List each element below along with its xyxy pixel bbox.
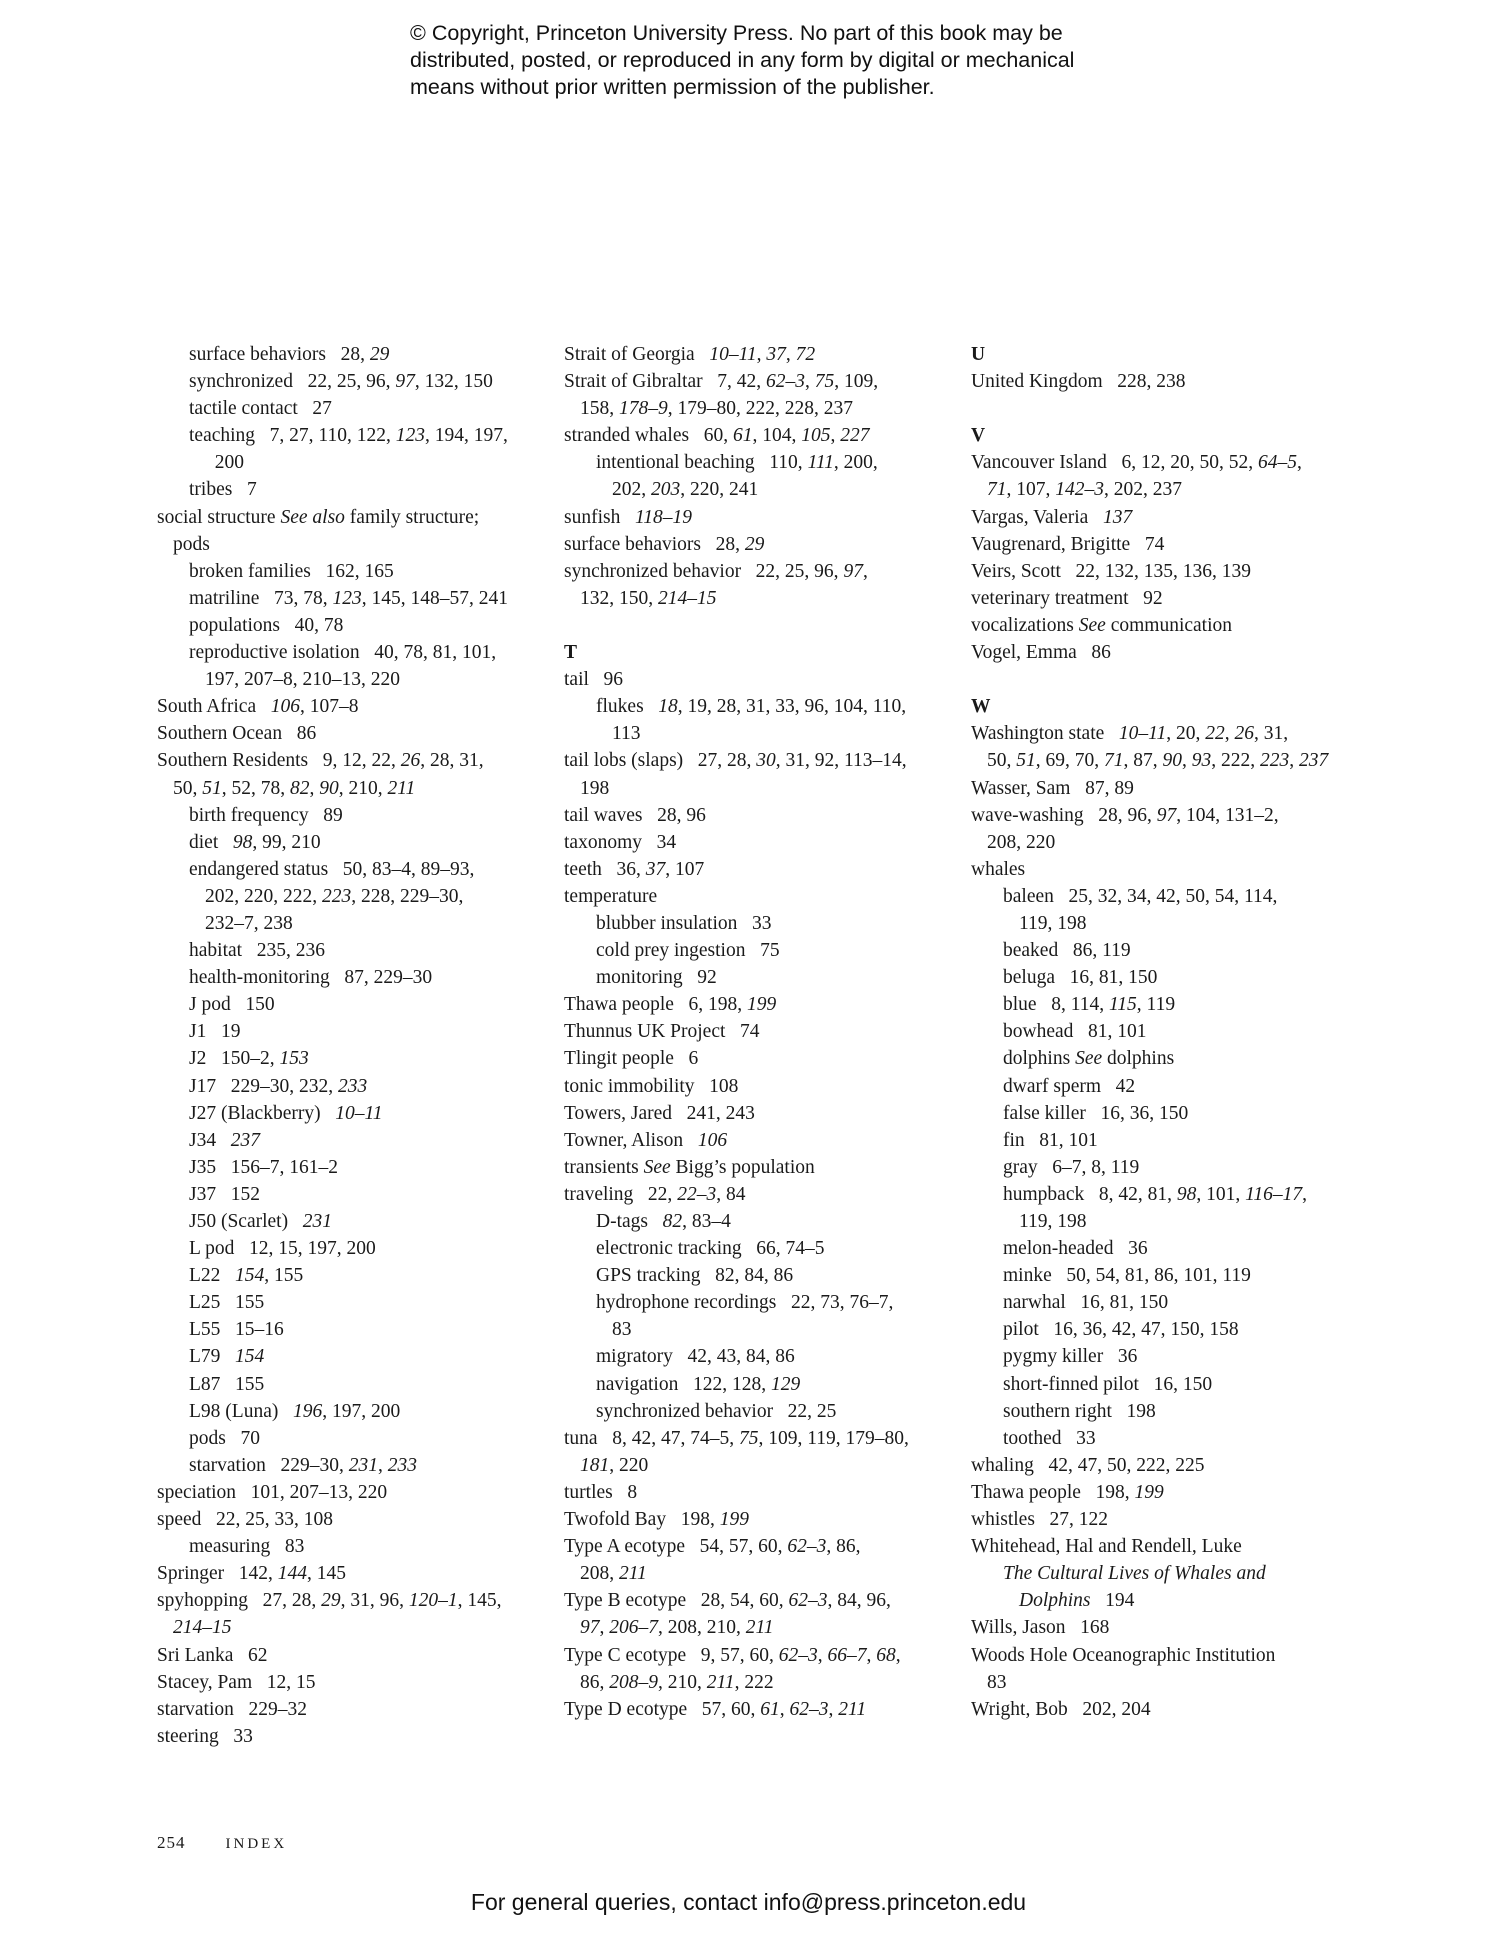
index-entry: tuna 8, 42, 47, 74–5, 75, 109, 119, 179–80, 181, 220 [564,1427,909,1476]
index-entry: Type A ecotype 54, 57, 60, 62–3, 86, 208, 211 [564,1536,861,1585]
index-subentry: hydrophone recordings 22, 73, 76–7, 83 [596,1292,894,1341]
index-entry: tail waves 28, 96 [564,804,706,826]
letter-gap [564,612,964,639]
index-subentry: navigation 122, 128, 129 [596,1373,801,1395]
index-subentry: blue 8, 114, 115, 119 [1003,994,1176,1016]
index-subentry: GPS tracking 82, 84, 86 [596,1265,794,1287]
index-subentry: false killer 16, 36, 150 [1003,1102,1189,1124]
copyright-line: distributed, posted, or reproduced in any form by digital or mechanical [410,48,1075,72]
index-subentry: D-tags 82, 83–4 [596,1211,731,1232]
index-subentry: blubber insulation 33 [596,912,772,934]
index-entry: wave-washing 28, 96, 97, 104, 131–2, 208, 220 [971,804,1279,853]
index-subentry: toothed 33 [1003,1427,1096,1449]
index-entry: United Kingdom 228, 238 [971,371,1186,393]
index-entry: traveling 22, 22–3, 84 [564,1183,746,1205]
index-subentry: habitat 235, 236 [189,940,325,962]
index-subentry: pygmy killer 36 [1003,1346,1138,1368]
index-subentry: cold prey ingestion 75 [596,940,780,962]
index-subentry: beluga 16, 81, 150 [1003,967,1158,989]
index-subentry: monitoring 92 [596,967,717,989]
index-entry: Towner, Alison 106 [564,1129,728,1151]
index-entry: Whitehead, Hal and Rendell, Luke [971,1536,1242,1558]
index-entry: whaling 42, 47, 50, 222, 225 [971,1454,1205,1476]
index-subentry: J50 (Scarlet) 231 [189,1211,332,1232]
index-entry: transients See Bigg’s population [564,1156,815,1178]
index-entry: Vargas, Valeria 137 [971,506,1133,528]
index-entry: speciation 101, 207–13, 220 [157,1481,388,1503]
copyright-notice [410,20,1170,101]
index-subentry: flukes 18, 19, 28, 31, 33, 96, 104, 110, 113 [596,696,907,745]
index-entry: Type C ecotype 9, 57, 60, 62–3, 66–7, 68, 86, 208–9, 210, 211, 222 [564,1644,901,1693]
index-subentry: L pod 12, 15, 197, 200 [189,1238,376,1260]
index-subentry: melon-headed 36 [1003,1238,1148,1260]
index-subentry: populations 40, 78 [189,614,344,636]
index-subentry: surface behaviors 28, 29 [189,344,390,365]
index-entry: synchronized behavior 22, 25, 96, 97, 132, 150, 214–15 [564,560,868,609]
index-entry: Woods Hole Oceanographic Institution 83 [971,1644,1276,1693]
index-subentry: measuring 83 [189,1536,305,1558]
index-entry: veterinary treatment 92 [971,587,1163,609]
index-entry: sunfish 118–19 [564,506,693,528]
section-letter: V [971,425,986,447]
index-entry: spyhopping 27, 28, 29, 31, 96, 120–1, 145, 214–15 [157,1590,502,1639]
index-subentry: gray 6–7, 8, 119 [1003,1156,1140,1178]
copyright-line: © Copyright, Princeton University Press. No part of this book may be [410,21,1063,45]
index-subentry: diet 98, 99, 210 [189,831,321,853]
index-entry: Springer 142, 144, 145 [157,1563,347,1585]
index-subentry: birth frequency 89 [189,804,343,826]
index-subentry: The Cultural Lives of Whales and Dolphins 194 [1003,1563,1266,1612]
section-letter: W [971,696,991,718]
letter-gap [971,666,1371,693]
index-entry: stranded whales 60, 61, 104, 105, 227 [564,425,870,447]
index-subentry: J17 229–30, 232, 233 [189,1075,368,1097]
contact-footer: For general queries, contact info@press.princeton.edu [470,1889,1027,1915]
index-entry: teeth 36, 37, 107 [564,858,705,880]
index-entry: Wills, Jason 168 [971,1617,1110,1639]
index-subentry: J37 152 [189,1183,260,1205]
copyright-line: means without prior written permission of the publisher. [410,75,935,99]
index-entry: Type D ecotype 57, 60, 61, 62–3, 211 [564,1698,867,1720]
index-subentry: J34 237 [189,1129,260,1151]
section-letter: T [564,642,578,664]
index-entry: taxonomy 34 [564,831,677,853]
index-subentry: J pod 150 [189,994,275,1016]
index-subentry: J35 156–7, 161–2 [189,1156,338,1178]
index-subentry: L98 (Luna) 196, 197, 200 [189,1400,401,1422]
index-subentry: L55 15–16 [189,1319,284,1341]
index-subentry: health-monitoring 87, 229–30 [189,967,433,989]
index-entry: Vaugrenard, Brigitte 74 [971,533,1165,555]
index-entry: tail lobs (slaps) 27, 28, 30, 31, 92, 113–14, 198 [564,750,907,799]
index-entry: Southern Ocean 86 [157,723,317,745]
section-letter: U [971,344,986,365]
index-subentry: synchronized behavior 22, 25 [596,1400,837,1422]
index-subentry: southern right 198 [1003,1400,1156,1422]
section-name: INDEX [225,1836,288,1852]
index-subentry: baleen 25, 32, 34, 42, 50, 54, 114, 119, 198 [1003,885,1278,934]
index-subentry: electronic tracking 66, 74–5 [596,1238,825,1260]
index-entry: Type B ecotype 28, 54, 60, 62–3, 84, 96, 97, 206–7, 208, 210, 211 [564,1590,891,1639]
index-subentry: J27 (Blackberry) 10–11 [189,1102,383,1124]
index-entry: vocalizations See communication [971,614,1233,636]
index-entry: Vancouver Island 6, 12, 20, 50, 52, 64–5, 71, 107, 142–3, 202, 237 [971,452,1302,501]
index-subentry: L25 155 [189,1292,265,1314]
index-entry: South Africa 106, 107–8 [157,696,359,718]
page-folio [157,1833,287,1853]
index-entry: speed 22, 25, 33, 108 [157,1509,334,1531]
index-entry: Sri Lanka 62 [157,1644,268,1666]
index-subentry: pilot 16, 36, 42, 47, 150, 158 [1003,1319,1239,1341]
index-entry: starvation 229–32 [157,1698,308,1720]
index-subentry: humpback 8, 42, 81, 98, 101, 116–17, 119, 198 [1003,1183,1308,1232]
page-number: 254 [157,1833,186,1852]
index-entry: Tlingit people 6 [564,1048,699,1070]
index-entry: Stacey, Pam 12, 15 [157,1671,316,1693]
index-entry: Washington state 10–11, 20, 22, 26, 31, 50, 51, 69, 70, 71, 87, 90, 93, 222, 223, 237 [971,723,1329,772]
index-subentry: dwarf sperm 42 [1003,1075,1136,1097]
index-column-2 [564,341,964,1723]
index-subentry: broken families 162, 165 [189,560,394,582]
index-entry: Southern Residents 9, 12, 22, 26, 28, 31, 50, 51, 52, 78, 82, 90, 210, 211 [157,750,484,799]
index-entry: surface behaviors 28, 29 [564,533,765,555]
index-subentry: L79 154 [189,1346,265,1368]
index-column-1 [157,341,557,1750]
index-subentry: teaching 7, 27, 110, 122, 123, 194, 197, 200 [189,425,508,474]
index-subentry: matriline 73, 78, 123, 145, 148–57, 241 [189,587,509,609]
index-entry: Strait of Georgia 10–11, 37, 72 [564,344,816,365]
index-entry: temperature [564,885,658,907]
index-subentry: starvation 229–30, 231, 233 [189,1454,418,1476]
letter-gap [971,395,1371,422]
index-entry: Veirs, Scott 22, 132, 135, 136, 139 [971,560,1252,582]
index-subentry: synchronized 22, 25, 96, 97, 132, 150 [189,371,493,393]
index-subentry: pods 70 [189,1427,260,1449]
index-entry: Towers, Jared 241, 243 [564,1102,755,1124]
index-entry: Wright, Bob 202, 204 [971,1698,1151,1720]
index-entry: Strait of Gibraltar 7, 42, 62–3, 75, 109, 158, 178–9, 179–80, 222, 228, 237 [564,371,879,420]
index-subentry: minke 50, 54, 81, 86, 101, 119 [1003,1265,1251,1287]
index-column-3 [971,341,1371,1723]
index-entry: Thawa people 6, 198, 199 [564,994,777,1016]
index-entry: turtles 8 [564,1481,638,1503]
index-subentry: intentional beaching 110, 111, 200, 202, 203, 220, 241 [596,452,878,501]
index-entry: whales [971,858,1026,880]
index-entry: Vogel, Emma 86 [971,642,1111,664]
index-entry: Twofold Bay 198, 199 [564,1509,749,1531]
index-subentry: tribes 7 [189,479,257,501]
index-subentry: J2 150–2, 153 [189,1048,309,1070]
index-subentry: short-finned pilot 16, 150 [1003,1373,1213,1395]
index-entry: whistles 27, 122 [971,1509,1109,1531]
index-subentry: dolphins See dolphins [1003,1048,1175,1070]
index-subentry: J1 19 [189,1021,241,1043]
index-subentry: L22 154, 155 [189,1265,304,1287]
index-subentry: beaked 86, 119 [1003,940,1131,962]
index-entry: social structure See also family structure; pods [157,506,480,555]
index-subentry: migratory 42, 43, 84, 86 [596,1346,795,1368]
index-entry: tail 96 [564,669,624,691]
index-entry: tonic immobility 108 [564,1075,739,1097]
index-entry: Thunnus UK Project 74 [564,1021,760,1043]
index-subentry: tactile contact 27 [189,398,332,420]
index-entry: steering 33 [157,1725,253,1747]
index-subentry: bowhead 81, 101 [1003,1021,1147,1043]
index-subentry: endangered status 50, 83–4, 89–93, 202, 220, 222, 223, 228, 229–30, 232–7, 238 [189,858,475,934]
index-subentry: fin 81, 101 [1003,1129,1098,1151]
index-entry: Thawa people 198, 199 [971,1481,1164,1503]
index-subentry: narwhal 16, 81, 150 [1003,1292,1169,1314]
index-entry: Wasser, Sam 87, 89 [971,777,1134,799]
index-subentry: L87 155 [189,1373,265,1395]
index-subentry: reproductive isolation 40, 78, 81, 101, 197, 207–8, 210–13, 220 [189,642,497,691]
